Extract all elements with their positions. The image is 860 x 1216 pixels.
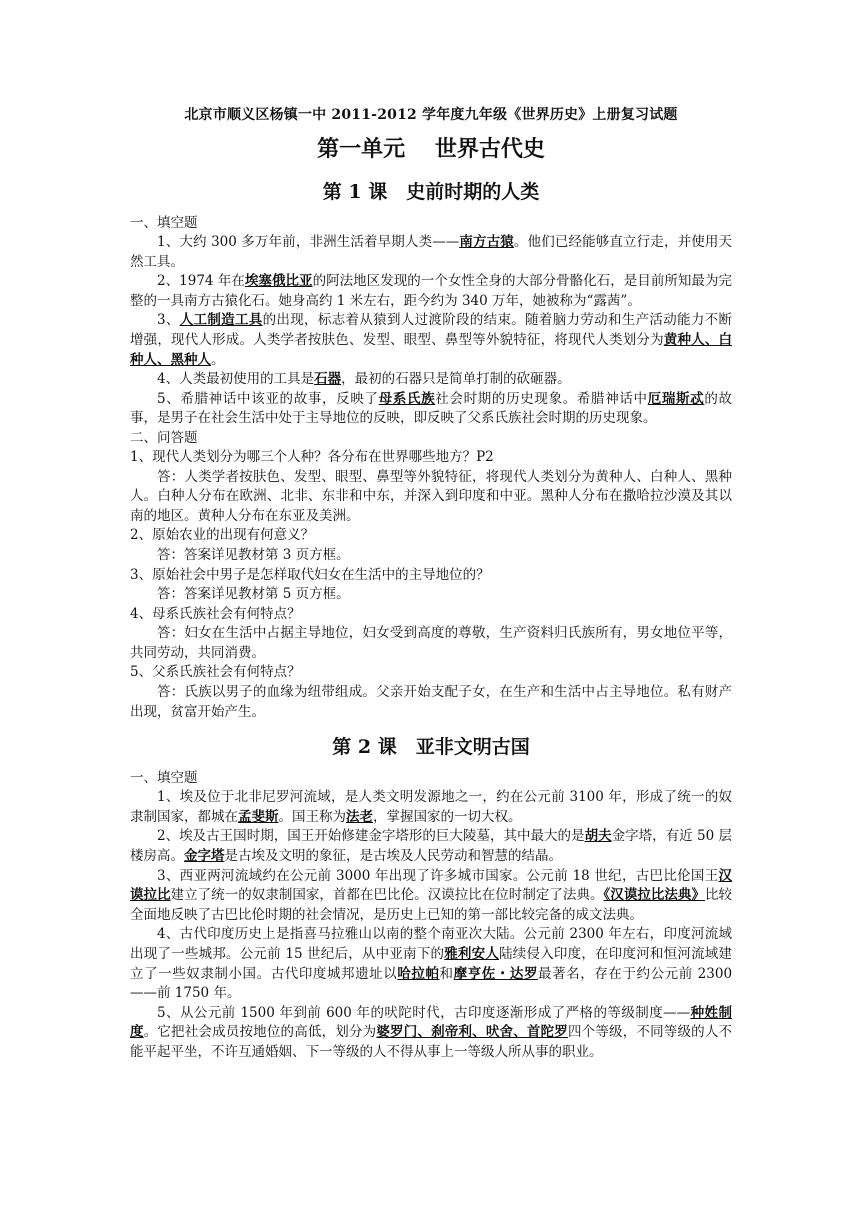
question: 1、现代人类划分为哪三个人种？各分布在世界哪些地方？P2 [130,448,494,465]
document-title: 北京市顺义区杨镇一中 2011-2012 学年度九年级《世界历史》上册复习试题 [184,107,678,123]
lesson-2-item-2: 2、埃及古王国时期，国王开始修建金字塔形的巨大陵墓，其中最大的是胡夫金字塔，有近 50 层楼房高。金字塔是古埃及文明的象征，是古埃及人民劳动和智慧的结晶。 [130,828,732,865]
keyword: 石器 [314,371,342,388]
lesson-1-item-1: 1、大约 300 多万年前，非洲生活着早期人类——南方古猿。他们已经能够直立行走，并使用天然工具。 [130,234,733,270]
keyword: 种姓制度 [130,1004,732,1041]
unit-title: 第一单元 世界古代史 [317,136,545,162]
question: 2、原始农业的出现有何意义？ [130,527,315,544]
lesson-1-item-3: 3、人工制造工具的出现，标志着从猿到人过渡阶段的结束。随着脑力劳动和生产活动能力不断增强，现代人形成。人类学者按肤色、发型、眼型、鼻型等外貌特征，将现代人类划分为黄种人、白种人、黑种人。 [130,312,733,368]
keyword: 金字塔 [184,848,225,865]
keyword: 法老 [346,808,373,825]
answer: 答：氏族以男子的血缘为纽带组成。父亲开始支配子女，在生产和生活中占主导地位。私有财产出现，贫富开始产生。 [130,684,732,720]
question: 5、父系氏族社会有何特点？ [130,664,301,681]
question: 4、母系氏族社会有何特点？ [130,605,301,622]
lesson-2-item-3: 3、西亚两河流域约在公元前 3000 年出现了许多城市国家。公元前 18 世纪，古巴比伦国王汉谟拉比建立了统一的奴隶制国家，首都在巴比伦。汉谟拉比在位时制定了法典。《汉谟拉比法典》比较全面地反映了古巴比伦时期的社会情况，是历史上已知的第一部比较完备的成文法典。 [130,867,733,923]
keyword: 哈拉帕 [397,965,440,982]
lesson-1-section-qa: 二、问答题 [130,429,198,446]
keyword: 汉谟拉比 [130,867,732,904]
lesson-2-item-5: 5、从公元前 1500 年到前 600 年的吠陀时代，古印度逐渐形成了严格的等级制度——种姓制度。它把社会成员按地位的高低，划分为婆罗门、刹帝利、吠舍、首陀罗四个等级，不同等级的人不能平起平坐，不许互通婚姻、下一等级的人不得从事上一等级人所从事的职业。 [130,1004,733,1060]
lesson-2-section-fill-blank: 一、填空题 [130,770,198,787]
lesson-1-section-fill-blank: 一、填空题 [130,215,198,231]
lesson-2-title: 第 2 课 亚非文明古国 [332,736,530,759]
document-page [130,104,732,1063]
lesson-2-item-1: 1、埃及位于北非尼罗河流域，是人类文明发源地之一，约在公元前 3100 年，形成了统一的奴隶制国家，都城在孟斐斯。国王称为法老，掌握国家的一切大权。 [130,789,732,825]
keyword: 胡夫 [584,828,612,845]
keyword: 摩亨佐・达罗 [453,965,539,982]
keyword: 《汉谟拉比法典》 [603,887,705,904]
answer: 答：答案详见教材第 5 页方框。 [157,586,350,603]
lesson-1-item-2: 2、1974 年在埃塞俄比亚的阿法地区发现的一个女性全身的大部分骨骼化石，是目前所知最为完整的一具南方古猿化石。她身高约 1 米左右，距今约为 340 万年，她被称为“露茜”。 [130,273,732,309]
keyword: 母系氏族 [378,390,436,407]
question: 3、原始社会中男子是怎样取代妇女在生活中的主导地位的？ [130,566,490,583]
keyword: 黄种人、白种人、黑种人 [130,331,733,368]
lesson-1-title: 第 1 课 史前时期的人类 [322,181,540,203]
keyword: 孟斐斯 [238,808,279,825]
keyword: 人工制造工具 [179,312,263,329]
lesson-1-item-4: 4、人类最初使用的工具是石器，最初的石器只是简单打制的砍砸器。 [157,371,571,388]
keyword: 埃塞俄比亚 [244,273,313,290]
keyword: 南方古猿 [459,234,514,250]
keyword: 厄瑞斯忒 [647,390,705,407]
lesson-1-item-5: 5、希腊神话中该亚的故事，反映了母系氏族社会时期的历史现象。希腊神话中厄瑞斯忒的故事，是男子在社会生活中处于主导地位的反映，即反映了父系氏族社会时期的历史现象。 [130,390,733,427]
answer: 答：人类学者按肤色、发型、眼型、鼻型等外貌特征，将现代人类划分为黄种人、白种人、黑种人。白种人分布在欧洲、北非、东非和中东，并深入到印度和中亚。黑种人分布在撒哈拉沙漠及其以南的地区。黄种人分布在东亚及美洲。 [130,468,732,524]
answer: 答：答案详见教材第 3 页方框。 [157,546,350,563]
answer: 答：妇女在生活中占据主导地位，妇女受到高度的尊敬，生产资料归氏族所有，男女地位平等，共同劳动，共同消费。 [130,625,732,661]
keyword: 雅利安人 [444,946,500,962]
lesson-2-item-4: 4、古代印度历史上是指喜马拉雅山以南的整个南亚次大陆。公元前 2300 年左右，印度河流域出现了一些城邦。公元前 15 世纪后，从中亚南下的雅利安人陆续侵入印度，在印度河和恒河流域建立了一些奴隶制小国。古代印度城邦遗址以哈拉帕和摩亨佐・达罗最著名，存在于约公元前 2300——前 1750 年。 [130,926,733,1002]
keyword: 婆罗门、刹帝利、吠舍、首陀罗 [376,1024,568,1041]
